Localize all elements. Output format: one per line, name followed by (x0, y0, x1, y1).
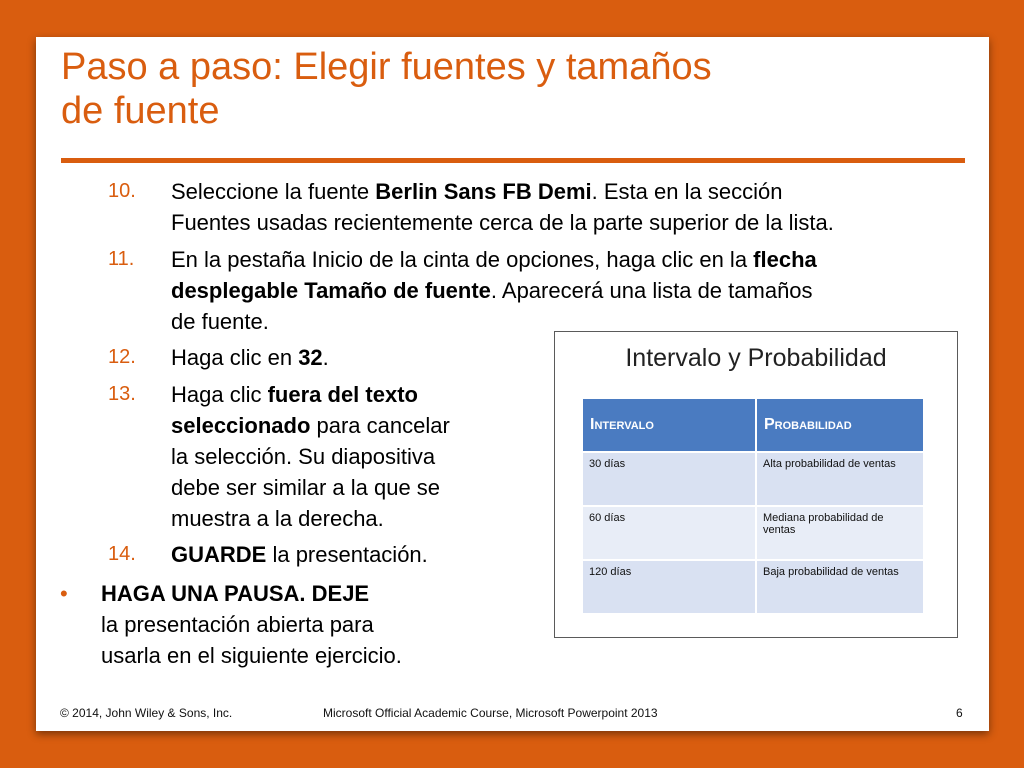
table-cell: Baja probabilidad de ventas (756, 560, 924, 614)
text-run: la presentación abierta para (101, 612, 374, 637)
step-number-14: 14. (108, 543, 136, 565)
text-line (101, 578, 402, 609)
bold-run: seleccionado (171, 413, 311, 438)
header-probability: Probabilidad (756, 398, 924, 452)
text-line (171, 275, 817, 306)
text-run: de fuente. (171, 309, 269, 334)
step-number-13: 13. (108, 383, 136, 405)
title-line-2: de fuente (61, 90, 220, 132)
text-line (171, 176, 834, 207)
footer-copyright: © 2014, John Wiley & Sons, Inc. (60, 706, 233, 720)
slide-title (61, 45, 961, 133)
footer-course: Microsoft Official Academic Course, Microsoft Powerpoint 2013 (323, 706, 658, 720)
text-run: usarla en el siguiente ejercicio. (101, 643, 402, 668)
bold-run: flecha (753, 247, 817, 272)
text-line (171, 441, 450, 472)
text-run: . Esta en la sección (591, 179, 783, 204)
text-line (171, 244, 817, 275)
probability-table (581, 397, 925, 615)
step-number-10: 10. (108, 180, 136, 202)
text-run: Fuentes usadas recientemente cerca de la parte superior de la lista. (171, 210, 834, 235)
step-10-text (171, 176, 834, 238)
table-cell: 30 días (582, 452, 756, 506)
text-run: . Aparecerá una lista de tamaños (490, 278, 813, 303)
table-cell: Alta probabilidad de ventas (756, 452, 924, 506)
text-line (101, 609, 402, 640)
text-line (171, 342, 329, 373)
text-line (171, 379, 450, 410)
footer-page-number: 6 (956, 706, 963, 720)
table-screenshot (554, 331, 958, 638)
step-number-11: 11. (108, 248, 135, 270)
step-11-text (171, 244, 817, 337)
step-13-text (171, 379, 450, 534)
bold-run: GUARDE (171, 542, 267, 567)
bold-run: fuera del texto (267, 382, 418, 407)
text-run: . (322, 345, 329, 370)
header-interval: Intervalo (582, 398, 756, 452)
text-line (171, 410, 450, 441)
table-cell: 120 días (582, 560, 756, 614)
text-run: Haga clic en (171, 345, 299, 370)
text-run: la presentación. (266, 542, 428, 567)
text-run: Haga clic (171, 382, 268, 407)
bold-run: desplegable Tamaño de fuente (171, 278, 491, 303)
table-row (582, 452, 924, 506)
table-title: Intervalo y Probabilidad (625, 344, 887, 372)
table-row (582, 506, 924, 560)
text-run: para cancelar (310, 413, 450, 438)
text-run: debe ser similar a la que se (171, 475, 441, 500)
bold-run: Berlin Sans FB Demi (375, 179, 592, 204)
table-row (582, 560, 924, 614)
step-number-12: 12. (108, 346, 136, 368)
text-line (171, 539, 428, 570)
text-run: Seleccione la fuente (171, 179, 376, 204)
table-cell: Mediana probabilidad de ventas (756, 506, 924, 560)
text-run: la selección. Su diapositiva (171, 444, 436, 469)
step-12-text (171, 342, 329, 373)
title-line-1: Paso a paso: Elegir fuentes y tamaños (61, 46, 712, 88)
title-divider (61, 158, 965, 163)
slide (36, 37, 989, 731)
step-14-text (171, 539, 428, 570)
pause-bullet-text (101, 578, 402, 671)
text-line (101, 640, 402, 671)
text-line (171, 207, 834, 238)
bold-run: 32 (298, 345, 323, 370)
text-line (171, 503, 450, 534)
bullet-marker: • (60, 581, 68, 606)
text-run: En la pestaña Inicio de la cinta de opciones, haga clic en la (171, 247, 754, 272)
text-run: muestra a la derecha. (171, 506, 384, 531)
bold-run: HAGA UNA PAUSA. DEJE (101, 581, 370, 606)
text-line (171, 472, 450, 503)
table-cell: 60 días (582, 506, 756, 560)
